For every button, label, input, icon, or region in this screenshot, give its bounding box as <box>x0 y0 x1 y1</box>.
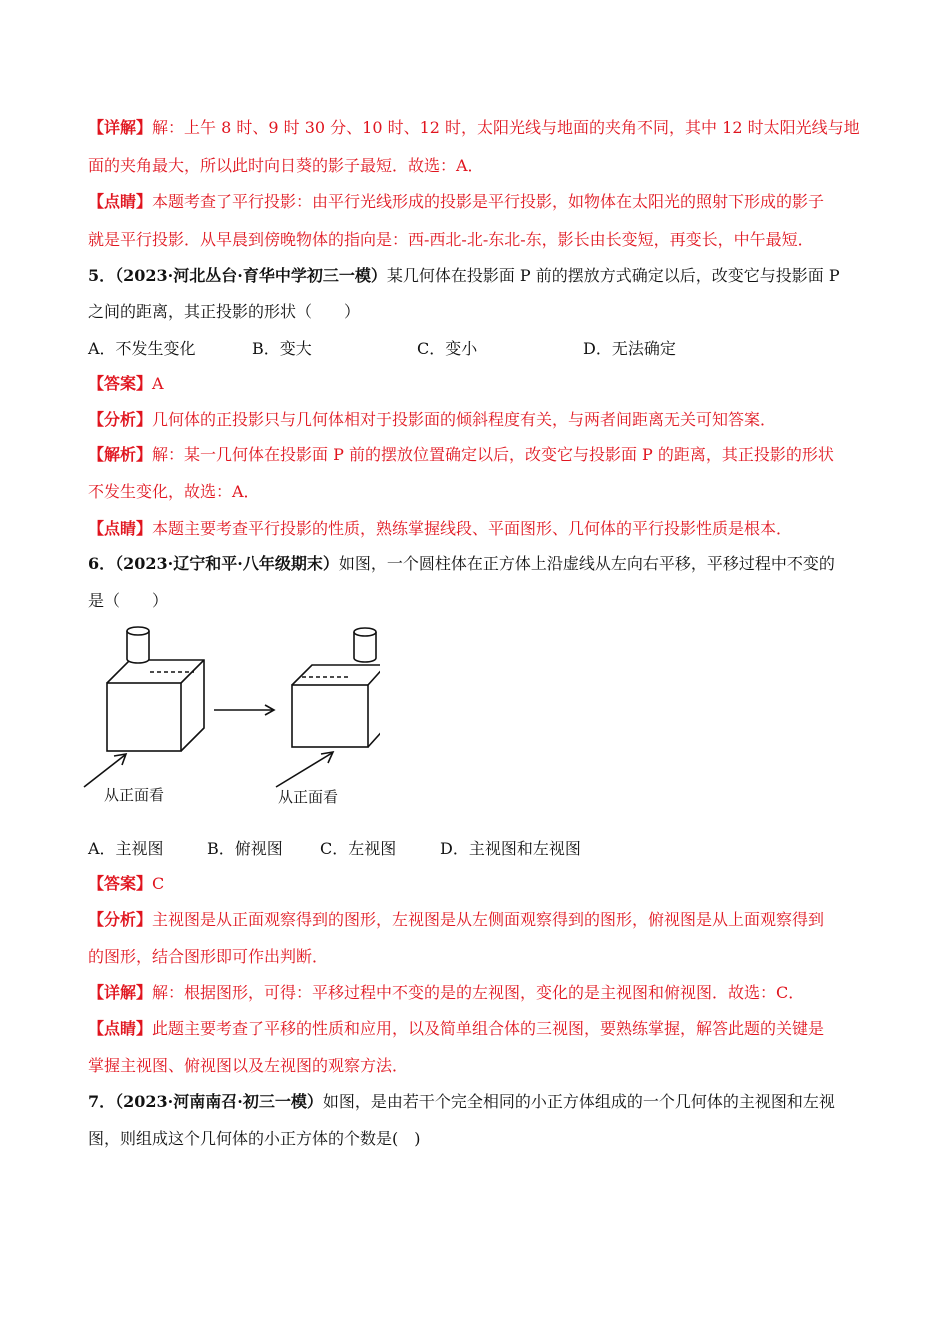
question-6-analysis-line1 <box>88 909 824 931</box>
question-6-detail <box>88 982 804 1004</box>
question-7-source: （2023·河南南召·初三一模） <box>115 1092 323 1111</box>
detail-text-line1: 解：上午 8 时、9 时 30 分、10 时、12 时，太阳光线与地面的夹角不同，其中 12 时太阳光线与地 <box>152 118 860 137</box>
question-7-number: 7． <box>88 1092 116 1111</box>
solution-tag: 【解析】 <box>88 445 153 464</box>
cube-cylinder-figure <box>80 615 380 815</box>
note-text-6-line2: 掌握主视图、俯视图以及左视图的观察方法． <box>88 1056 409 1075</box>
answer-value-6: C <box>152 874 165 893</box>
question-6-option-a: A．主视图 <box>88 839 164 858</box>
note-text-6-line1: 此题主要考查了平移的性质和应用，以及简单组合体的三视图，要熟练掌握，解答此题的关键是 <box>152 1019 825 1038</box>
question-6-option-b: B．俯视图 <box>207 839 283 858</box>
right-cube-front-face <box>292 685 368 747</box>
detail-text-6: 解：根据图形，可得：平移过程中不变的是的左视图，变化的是主视图和俯视图．故选：C． <box>152 983 805 1002</box>
question-5-option-b: B．变大 <box>252 339 312 358</box>
question-5-option-c: C．变小 <box>417 339 478 358</box>
question-5-analysis <box>88 409 776 431</box>
question-5-line1 <box>88 265 840 287</box>
question-5-number: 5． <box>88 266 116 285</box>
analysis-text: 几何体的正投影只与几何体相对于投影面的倾斜程度有关，与两者间距离无关可知答案． <box>152 410 777 429</box>
left-cylinder-top <box>127 627 149 635</box>
question-5-solution-line1 <box>88 444 834 466</box>
right-view-arrow-line <box>276 753 332 787</box>
detail-tag-6: 【详解】 <box>88 983 153 1002</box>
note-text-line2: 就是平行投影．从早晨到傍晚物体的指向是：西-西北-北-东北-东，影长由长变短，再变长，中午最短． <box>88 230 814 249</box>
note-tag-6: 【点睛】 <box>88 1019 153 1038</box>
question-7-line1 <box>88 1091 835 1113</box>
question-5-option-d: D．无法确定 <box>583 339 676 358</box>
question-6-option-d: D．主视图和左视图 <box>440 839 581 858</box>
question-5-answer <box>88 373 164 395</box>
question-6-note-line1 <box>88 1018 824 1040</box>
detail-tag: 【详解】 <box>88 118 153 137</box>
question-5-note <box>88 518 792 540</box>
detail-text-line2: 面的夹角最大，所以此时向日葵的影子最短．故选：A． <box>88 156 484 175</box>
analysis-tag: 【分析】 <box>88 410 153 429</box>
question-7-text-line1: 如图，是由若干个完全相同的小正方体组成的一个几何体的主视图和左视 <box>322 1092 835 1111</box>
answer-tag: 【答案】 <box>88 374 153 393</box>
solution-text-line1: 解：某一几何体在投影面 P 前的摆放位置确定以后，改变它与投影面 P 的距离，其正投影的形状 <box>152 445 834 464</box>
question-5-text-line2: 之间的距离，其正投影的形状（ ） <box>88 302 361 321</box>
right-cylinder-figure <box>340 620 390 670</box>
note-text-5: 本题主要考查平行投影的性质，熟练掌握线段、平面图形、几何体的平行投影性质是根本． <box>152 519 793 538</box>
question-6-number: 6． <box>88 554 116 573</box>
analysis-tag-6: 【分析】 <box>88 910 153 929</box>
note-text-line1: 本题考查了平行投影：由平行光线形成的投影是平行投影，如物体在太阳光的照射下形成的影子 <box>152 192 825 211</box>
question-5-text-line1: 某几何体在投影面 P 前的摆放方式确定以后，改变它与投影面 P <box>386 266 840 285</box>
solution-text-line2: 不发生变化，故选：A． <box>88 482 260 501</box>
right-view-label: 从正面看 <box>278 788 339 806</box>
left-view-arrow-line <box>84 755 125 787</box>
question-6-option-c: C．左视图 <box>320 839 397 858</box>
question-5-option-a: A．不发生变化 <box>88 339 196 358</box>
note-tag: 【点睛】 <box>88 192 153 211</box>
analysis-text-6-line2: 的图形，结合图形即可作出判断． <box>88 947 329 966</box>
question-6-line1 <box>88 553 835 575</box>
note-paragraph-line1 <box>88 191 824 213</box>
question-5-source: （2023·河北丛台·育华中学初三一模） <box>115 266 387 285</box>
question-6-source: （2023·辽宁和平·八年级期末） <box>115 554 339 573</box>
detail-paragraph-line1 <box>88 117 860 139</box>
question-6-answer <box>88 873 164 895</box>
left-view-label: 从正面看 <box>104 786 165 804</box>
left-cube-front-face <box>107 683 181 751</box>
answer-tag-6: 【答案】 <box>88 874 153 893</box>
right-cylinder-top <box>354 628 376 636</box>
note-tag-5: 【点睛】 <box>88 519 153 538</box>
question-7-text-line2: 图，则组成这个几何体的小正方体的个数是( ) <box>88 1129 421 1148</box>
question-6-text-line1: 如图，一个圆柱体在正方体上沿虚线从左向右平移，平移过程中不变的 <box>338 554 835 573</box>
answer-value: A <box>152 374 164 393</box>
question-6-text-line2: 是（ ） <box>88 591 169 610</box>
analysis-text-6-line1: 主视图是从正面观察得到的图形，左视图是从左侧面观察得到的图形，俯视图是从上面观察得到 <box>152 910 825 929</box>
